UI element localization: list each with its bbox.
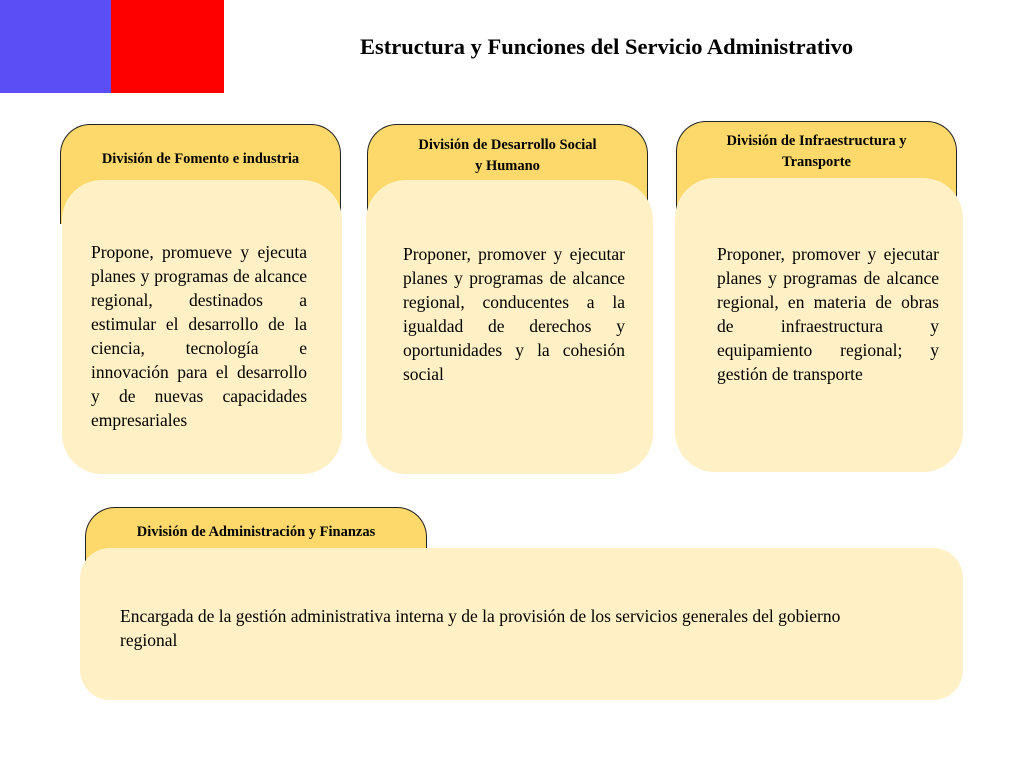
division-infraestructura-description: Proponer, promover y ejecutar planes y programas de alcance regional, en materia de obras de infraestructura y equipamiento regional; y gestión de transporte	[717, 244, 939, 384]
flag-red-block	[111, 0, 224, 93]
division-administracion-title: División de Administración y Finanzas	[136, 524, 376, 540]
division-desarrollo-social-title-line1: División de Desarrollo Social	[418, 137, 597, 153]
division-infraestructura-title-line1: División de Infraestructura y	[726, 133, 907, 149]
division-fomento-title: División de Fomento e industria	[101, 151, 300, 167]
division-desarrollo-social-description: Proponer, promover y ejecutar planes y programas de alcance regional, conducentes a la igualdad de derechos y oportunidades y la cohesión social	[403, 244, 625, 384]
division-desarrollo-social-title-line2: y Humano	[475, 158, 540, 174]
division-fomento-description: Propone, promueve y ejecuta planes y programas de alcance regional, destinados a estimular el desarrollo de la ciencia, tecnología e innovación para el desarrollo y de nuevas capacidades empresariales	[91, 242, 307, 430]
division-administracion-description: Encargada de la gestión administrativa interna y de la provisión de los servicios generales del gobierno regional	[120, 606, 841, 650]
flag-blue-block	[0, 0, 111, 93]
slide-title: Estructura y Funciones del Servicio Administrativo	[360, 34, 854, 59]
division-infraestructura-title-line2: Transporte	[781, 154, 851, 170]
